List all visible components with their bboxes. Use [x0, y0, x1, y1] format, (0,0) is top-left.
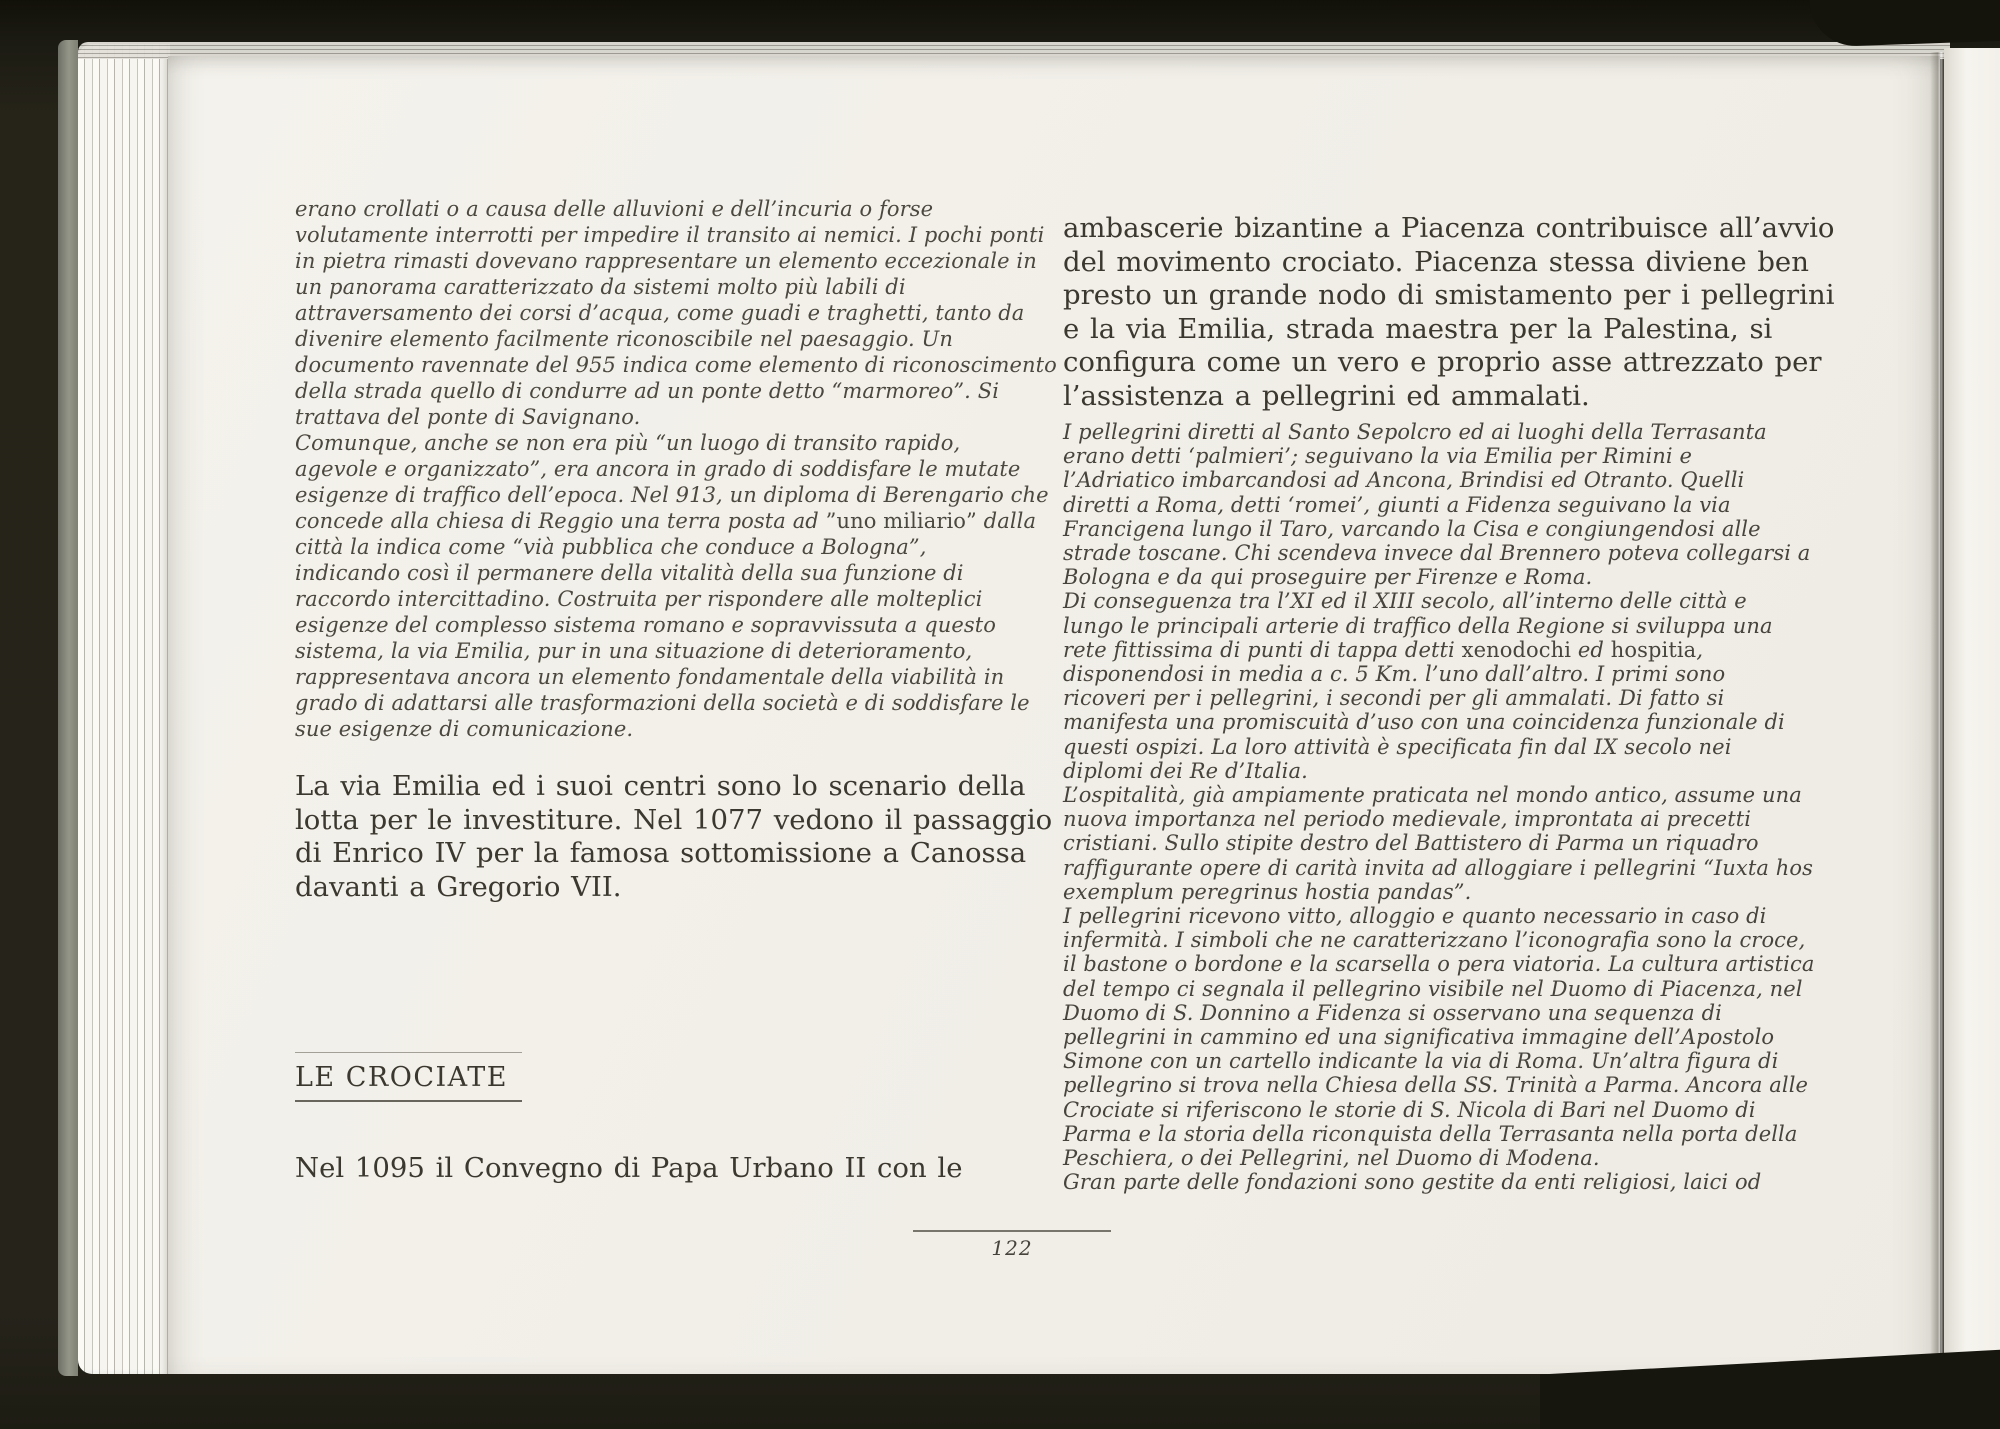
upright-phrase: ”uno miliario” — [825, 509, 977, 533]
text-line: ricoveri per i pellegrini, i secondi per gli ammalati. Di fatto si — [1063, 686, 1725, 711]
text-line: del movimento crociato. Piacenza stessa diviene ben — [1063, 245, 1809, 278]
text-line: presto un grande nodo di smistamento per i pellegrini — [1063, 279, 1835, 311]
section-heading: LE CROCIATE — [295, 1052, 522, 1102]
text-line: I pellegrini diretti al Santo Sepolcro ed ai luoghi della Terrasanta — [1063, 420, 1767, 444]
text-line: Simone con un cartello indicante la via di Roma. Un’altra figura di — [1063, 1049, 1779, 1074]
text-line: l’Adriatico imbarcandosi ad Ancona, Brindisi ed Otranto. Quelli — [1063, 468, 1745, 493]
text-line: Nel 1095 il Convegno di Papa Urbano II con le — [295, 1152, 963, 1184]
text-line: lungo le principali arterie di traffico della Regione si sviluppa una — [1063, 613, 1773, 638]
text-line: Parma e la storia della riconquista della Terrasanta nella porta della — [1063, 1121, 1798, 1146]
text-line: Bologna e da qui proseguire per Firenze e Roma. — [1063, 565, 1593, 590]
text-line: lotta per le investiture. Nel 1077 vedono il passaggio — [295, 803, 1053, 836]
text-line: La via Emilia ed i suoi centri sono lo scenario della — [295, 770, 1026, 802]
text-line: pellegrino si trova nella Chiesa della SS. Trinità a Parma. Ancora alle — [1063, 1073, 1809, 1098]
text-line: agevole e organizzato”, era ancora in grado di soddisfare le mutate — [295, 457, 1021, 481]
text-line: Crociate si riferiscono le storie di S. Nicola di Bari nel Duomo di — [1063, 1097, 1756, 1122]
text-line: concede alla chiesa di Reggio una terra posta ad ”uno miliario” dalla — [295, 509, 1037, 533]
text-line: questi ospizi. La loro attività è specificata fin dal IX secolo nei — [1063, 734, 1732, 759]
text-line: e la via Emilia, strada maestra per la Palestina, si — [1063, 312, 1773, 345]
text-line: diplomi dei Re d’Italia. — [1063, 758, 1308, 783]
text-line: Francigena lungo il Taro, varcando la Cisa e congiungendosi alle — [1063, 516, 1761, 541]
right-roman-paragraph — [1063, 212, 1835, 413]
text-line: divenire elemento facilmente riconoscibile nel paesaggio. Un — [295, 327, 953, 351]
text-line: exemplum peregrinus hostia pandas”. — [1063, 879, 1472, 904]
left-roman-paragraph — [295, 770, 1052, 904]
page-footer — [913, 1230, 1111, 1260]
text-line: l’assistenza a pellegrini ed ammalati. — [1063, 379, 1590, 412]
page-number: 122 — [991, 1236, 1033, 1260]
text-line: cristiani. Sullo stipite destro del Battistero di Parma un riquadro — [1063, 831, 1759, 856]
text-line: manifesta una promiscuità d’uso con una coincidenza funzionale di — [1063, 710, 1785, 735]
text-line: esigenze del complesso sistema romano e sopravvissuta a questo — [295, 613, 997, 637]
book-cover-edge — [58, 40, 78, 1376]
next-page-edge — [1944, 48, 2000, 1378]
page-fold-crease — [1930, 52, 1944, 1374]
text-line: diretti a Roma, detti ‘romei’, giunti a Fidenza seguivano la via — [1063, 492, 1731, 517]
left-roman-paragraph-2 — [295, 1152, 963, 1186]
text-line: ambascerie bizantine a Piacenza contribuisce all’avvio — [1063, 212, 1835, 244]
text-line: strade toscane. Chi scendeva invece dal Brennero poteva collegarsi a — [1063, 541, 1811, 566]
text-line: raffigurante opere di carità invita ad alloggiare i pellegrini “Iuxta hos — [1063, 855, 1814, 880]
text-line: un panorama caratterizzato da sistemi molto più labili di — [295, 275, 906, 299]
text-line: volutamente interrotti per impedire il transito ai nemici. I pochi ponti — [295, 223, 1045, 247]
text-line: città la indica come “vià pubblica che conduce a Bologna”, — [295, 535, 927, 559]
text-line: pellegrini in cammino ed una significativa immagine dell’Apostolo — [1063, 1025, 1775, 1050]
text-line: I pellegrini ricevono vitto, alloggio e quanto necessario in caso di — [1063, 904, 1767, 929]
left-italic-paragraphs — [295, 196, 1057, 742]
book-page — [168, 56, 1940, 1374]
upright-phrase: hospitia — [1610, 637, 1697, 662]
text-line: Comunque, anche se non era più “un luogo di transito rapido, — [295, 431, 961, 455]
text-line: L’ospitalità, già ampiamente praticata nel mondo antico, assume una — [1063, 783, 1802, 808]
background-shadow-top-right — [1809, 0, 2000, 47]
text-line: sistema, la via Emilia, pur in una situazione di deterioramento, — [295, 639, 973, 663]
text-line: attraversamento dei corsi d’acqua, come guadi e traghetti, tanto da — [295, 301, 1025, 325]
text-line: in pietra rimasti dovevano rappresentare un elemento eccezionale in — [295, 249, 1037, 273]
text-line: della strada quello di condurre ad un ponte detto “marmoreo”. Si — [295, 379, 1000, 403]
text-line: disponendosi in media a c. 5 Km. l’uno dall’altro. I primi sono — [1063, 662, 1726, 687]
text-line: grado di adattarsi alle trasformazioni della società e di soddisfare le — [295, 691, 1030, 715]
text-line: Peschiera, o dei Pellegrini, nel Duomo di Modena. — [1063, 1146, 1600, 1171]
text-line: Duomo di S. Donnino a Fidenza si osservano una sequenza di — [1063, 1000, 1722, 1025]
text-line: Gran parte delle fondazioni sono gestite da enti religiosi, laici od — [1063, 1170, 1762, 1195]
text-line: documento ravennate del 955 indica come elemento di riconoscimento — [295, 353, 1057, 377]
text-line: trattava del ponte di Savignano. — [295, 405, 641, 429]
text-line: erano detti ‘palmieri’; seguivano la via Emilia per Rimini e — [1063, 444, 1693, 469]
text-line: di Enrico IV per la famosa sottomissione a Canossa — [295, 837, 1027, 869]
text-line: configura come un vero e proprio asse attrezzato per — [1063, 346, 1822, 378]
text-line: nuova importanza nel periodo medievale, improntata ai precetti — [1063, 807, 1752, 832]
text-line: raccordo intercittadino. Costruita per rispondere alle molteplici — [295, 587, 983, 611]
upright-phrase: xenodochi — [1461, 637, 1572, 662]
text-line: indicando così il permanere della vitalità della sua funzione di — [295, 561, 964, 585]
page-stack-left-edge — [78, 44, 170, 1374]
text-line: infermità. I simboli che ne caratterizzano l’iconografia sono la croce, — [1063, 928, 1806, 953]
text-line: Di conseguenza tra l’XI ed il XIII secolo, all’interno delle città e — [1063, 589, 1747, 614]
text-line: rete fittissima di punti di tappa detti xenodochi ed hospitia, — [1063, 637, 1704, 662]
text-line: erano crollati o a causa delle alluvioni e dell’incuria o forse — [295, 197, 934, 221]
text-line: rappresentava ancora un elemento fondamentale della viabilità in — [295, 665, 1005, 689]
text-line: il bastone o bordone e la scarsella o pera viatoria. La cultura artistica — [1063, 952, 1815, 977]
right-italic-paragraphs — [1063, 420, 1814, 1195]
text-line: esigenze di traffico dell’epoca. Nel 913, un diploma di Berengario che — [295, 483, 1049, 507]
text-line: del tempo ci segnala il pellegrino visibile nel Duomo di Piacenza, nel — [1063, 976, 1803, 1001]
text-line: sue esigenze di comunicazione. — [295, 717, 634, 741]
text-line: davanti a Gregorio VII. — [295, 870, 622, 903]
